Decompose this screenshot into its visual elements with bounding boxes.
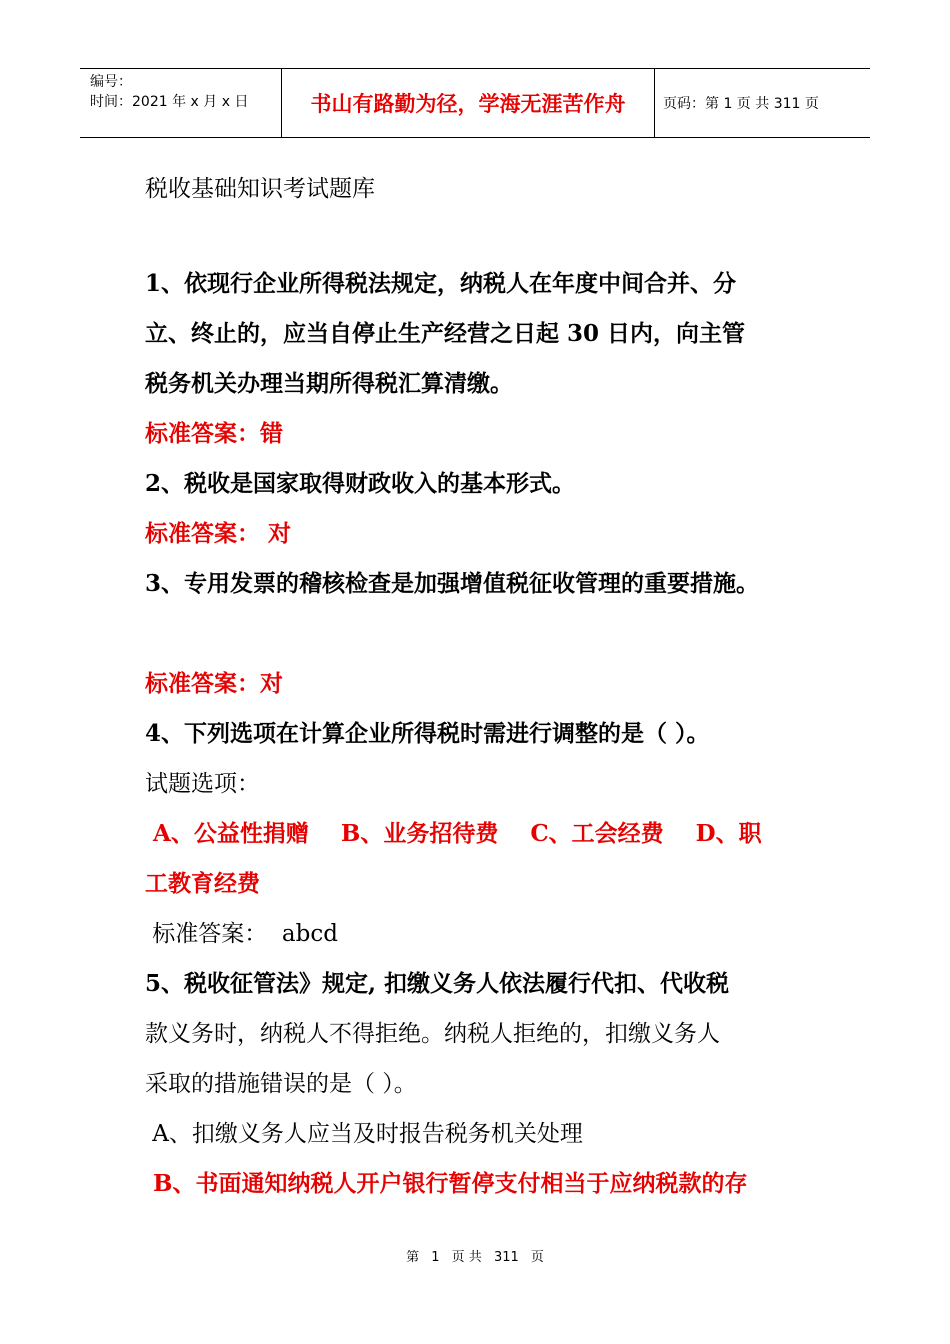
q4-options-line-2: 工教育经费: [145, 870, 260, 897]
footer-page-prefix: 第: [406, 1250, 420, 1265]
q3-answer: 标准答案：对: [145, 670, 283, 697]
q1-answer: 标准答案：错: [145, 420, 283, 447]
page-header: [80, 68, 870, 138]
q1-line-1: 1、依现行企业所得税法规定，纳税人在年度中间合并、分: [145, 270, 737, 297]
q4-answer: 标准答案： abcd: [145, 921, 338, 947]
q2-answer: 标准答案： 对: [145, 520, 292, 547]
q5-line-2: 款义务时，纳税人不得拒绝。纳税人拒绝的，扣缴义务人: [145, 1021, 720, 1047]
footer-page-total: 311: [493, 1250, 519, 1265]
q3-line: 3、专用发票的稽核检查是加强增值税征收管理的重要措施。: [145, 570, 760, 597]
q2-line: 2、税收是国家取得财政收入的基本形式。: [145, 470, 576, 497]
q1-line-2: 立、终止的，应当自停止生产经营之日起 30 日内，向主管: [145, 320, 746, 347]
footer-page-number: 1: [431, 1250, 440, 1265]
document-title: 税收基础知识考试题库: [145, 176, 375, 202]
header-time: 时间：2021 年 x 月 x 日: [90, 94, 249, 110]
footer-page-mid: 页 共: [451, 1250, 482, 1265]
q1-line-3: 税务机关办理当期所得税汇算清缴。: [145, 370, 513, 397]
q4-line: 4、下列选项在计算企业所得税时需进行调整的是（ ）。: [145, 720, 710, 747]
footer-page-suffix: 页: [530, 1250, 544, 1265]
header-number: 编号：: [90, 74, 132, 90]
q4-options-label: 试题选项：: [145, 771, 260, 797]
q5-line-3: 采取的措施错误的是（ ）。: [145, 1071, 417, 1097]
q5-option-b: B、书面通知纳税人开户银行暂停支付相当于应纳税款的存: [145, 1170, 748, 1197]
q5-option-a: A、扣缴义务人应当及时报告税务机关处理: [145, 1121, 583, 1147]
page-footer: [0, 1246, 950, 1265]
header-page-info: 页码：第 1 页 共 311 页: [663, 96, 819, 112]
q5-line-1: 5、税收征管法》规定, 扣缴义务人依法履行代扣、代收税: [145, 970, 730, 997]
header-motto: 书山有路勤为径，学海无涯苦作舟: [281, 69, 655, 137]
header-meta: [80, 69, 280, 137]
q4-options-line-1: A、公益性捐赠 B、业务招待费 C、工会经费 D、职: [145, 820, 762, 847]
